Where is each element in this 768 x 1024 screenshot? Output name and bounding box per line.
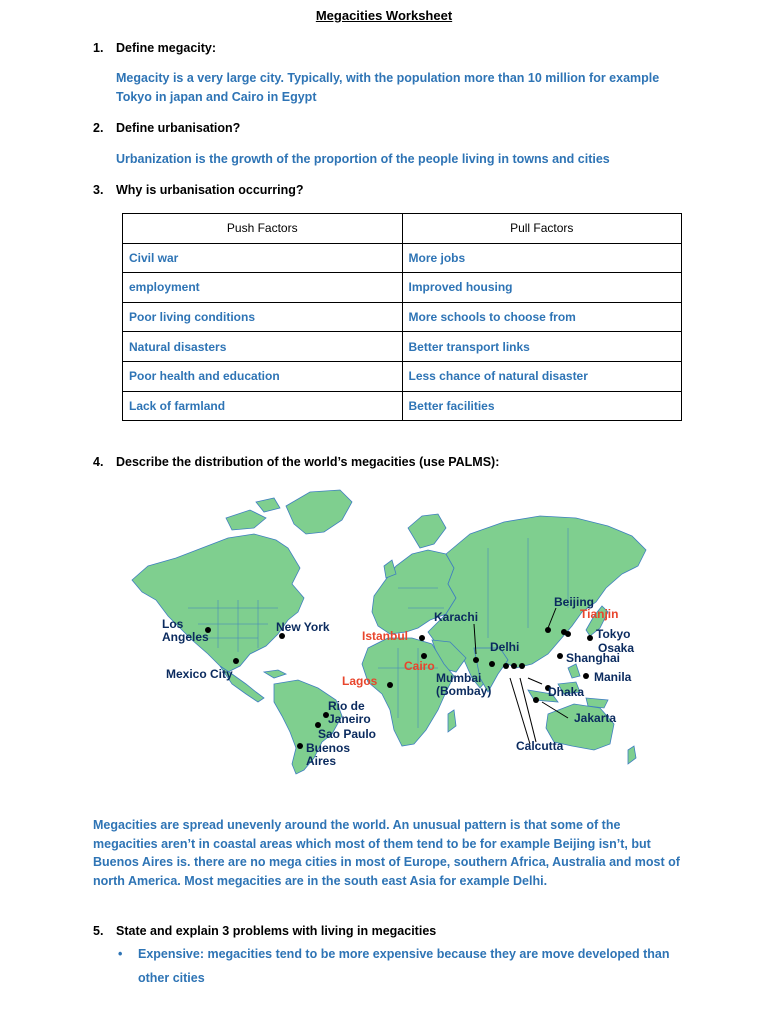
pull-cell: Better facilities — [402, 391, 682, 421]
greenland-shape — [286, 490, 352, 534]
label-lagos: Lagos — [342, 674, 378, 688]
label-line: Mumbai — [436, 671, 482, 685]
dot-jakarta — [533, 697, 539, 703]
dot-shanghai — [557, 653, 563, 659]
label-line: Angeles — [162, 630, 209, 644]
arctic-islands-shape — [226, 498, 280, 530]
dot-mumbai — [489, 661, 495, 667]
question-4-text: Describe the distribution of the world’s megacities (use PALMS): — [116, 455, 500, 469]
label-osaka: Osaka — [598, 641, 635, 655]
table-row — [123, 302, 682, 332]
push-cell: employment — [123, 273, 403, 303]
dot-calcutta — [511, 663, 517, 669]
label-buenos-aires — [306, 741, 350, 768]
push-cell: Poor health and education — [123, 361, 403, 391]
label-mexico-city: Mexico City — [166, 667, 233, 681]
label-jakarta: Jakarta — [574, 711, 617, 725]
label-sao-paulo: Sao Paulo — [318, 727, 377, 741]
world-megacities-map — [128, 488, 648, 778]
push-cell: Lack of farmland — [123, 391, 403, 421]
label-new-york: New York — [276, 620, 330, 634]
label-tokyo: Tokyo — [596, 627, 631, 641]
answer-1: Megacity is a very large city. Typically, with the population more than 10 million for example Tokyo in japan and Cairo in Egypt — [116, 71, 660, 104]
table-row — [123, 391, 682, 421]
label-line: Los — [162, 617, 184, 631]
table-row — [123, 361, 682, 391]
question-2: 2. Define urbanisation? — [93, 121, 241, 135]
pull-cell: More jobs — [402, 243, 682, 273]
table-header-push: Push Factors — [123, 214, 403, 244]
dot-delhi — [503, 663, 509, 669]
table-row — [123, 332, 682, 362]
label-beijing: Beijing — [554, 595, 595, 609]
table-header-pull: Pull Factors — [402, 214, 682, 244]
question-4: 4. Describe the distribution of the world’s megacities (use PALMS): — [93, 455, 500, 469]
pull-cell: More schools to choose from — [402, 302, 682, 332]
label-tianjin: Tianjin — [580, 607, 619, 621]
caribbean-shape — [264, 670, 286, 678]
bullet-dot: • — [118, 947, 123, 961]
question-1-text: Define megacity: — [116, 41, 217, 55]
push-pull-table — [122, 213, 682, 421]
pull-cell: Improved housing — [402, 273, 682, 303]
dot-dhaka — [519, 663, 525, 669]
bullet-item: Expensive: megacities tend to be more expensive because they are move developed than other cities — [138, 947, 670, 985]
label-istanbul: Istanbul — [362, 629, 409, 643]
new-zealand-shape — [628, 746, 636, 764]
pull-cell: Less chance of natural disaster — [402, 361, 682, 391]
pull-cell: Better transport links — [402, 332, 682, 362]
dot-manila — [583, 673, 589, 679]
label-delhi: Delhi — [490, 640, 520, 654]
push-cell: Civil war — [123, 243, 403, 273]
label-calcutta: Calcutta — [516, 739, 564, 753]
table-row — [123, 273, 682, 303]
answer-4: Megacities are spread unevenly around the world. An unusual pattern is that some of the megacities aren’t in coastal areas which most of them tend to be for example Beijing isn’t, but Buenos Aires is. there are no mega cities in most of Europe, southern Africa, Australia and most of north America. Most megacities are in the south east Asia for example Delhi. — [93, 818, 680, 888]
question-3: 3. Why is urbanisation occurring? — [93, 183, 304, 197]
table-row — [123, 243, 682, 273]
label-manila: Manila — [594, 670, 632, 684]
bullet-list — [118, 942, 678, 990]
dot-tianjin — [561, 629, 567, 635]
label-line: Janeiro — [328, 712, 371, 726]
question-3-text: Why is urbanisation occurring? — [116, 183, 304, 197]
label-line: Rio de — [328, 699, 365, 713]
question-2-text: Define urbanisation? — [116, 121, 241, 135]
dot-mexico-city — [233, 658, 239, 664]
question-1: 1. Define megacity: — [93, 41, 217, 55]
label-rio — [328, 699, 371, 726]
label-cairo: Cairo — [404, 659, 435, 673]
dot-lagos — [387, 682, 393, 688]
push-cell: Natural disasters — [123, 332, 403, 362]
label-line: Buenos — [306, 741, 351, 755]
page-title: Megacities Worksheet — [315, 8, 453, 23]
dot-osaka — [587, 635, 593, 641]
answer-2: Urbanization is the growth of the proportion of the people living in towns and cities — [116, 152, 610, 166]
dot-istanbul — [419, 635, 425, 641]
label-karachi: Karachi — [434, 610, 479, 624]
question-5: 5. State and explain 3 problems with living in megacities — [93, 924, 437, 938]
dot-karachi — [473, 657, 479, 663]
dot-buenos-aires — [297, 743, 303, 749]
table-header-row — [123, 214, 682, 244]
madagascar-shape — [448, 710, 456, 732]
label-shanghai: Shanghai — [566, 651, 621, 665]
label-dhaka: Dhaka — [548, 685, 585, 699]
question-5-text: State and explain 3 problems with living in megacities — [116, 924, 437, 938]
push-cell: Poor living conditions — [123, 302, 403, 332]
label-line: (Bombay) — [436, 684, 492, 698]
label-line: Aires — [306, 754, 337, 768]
